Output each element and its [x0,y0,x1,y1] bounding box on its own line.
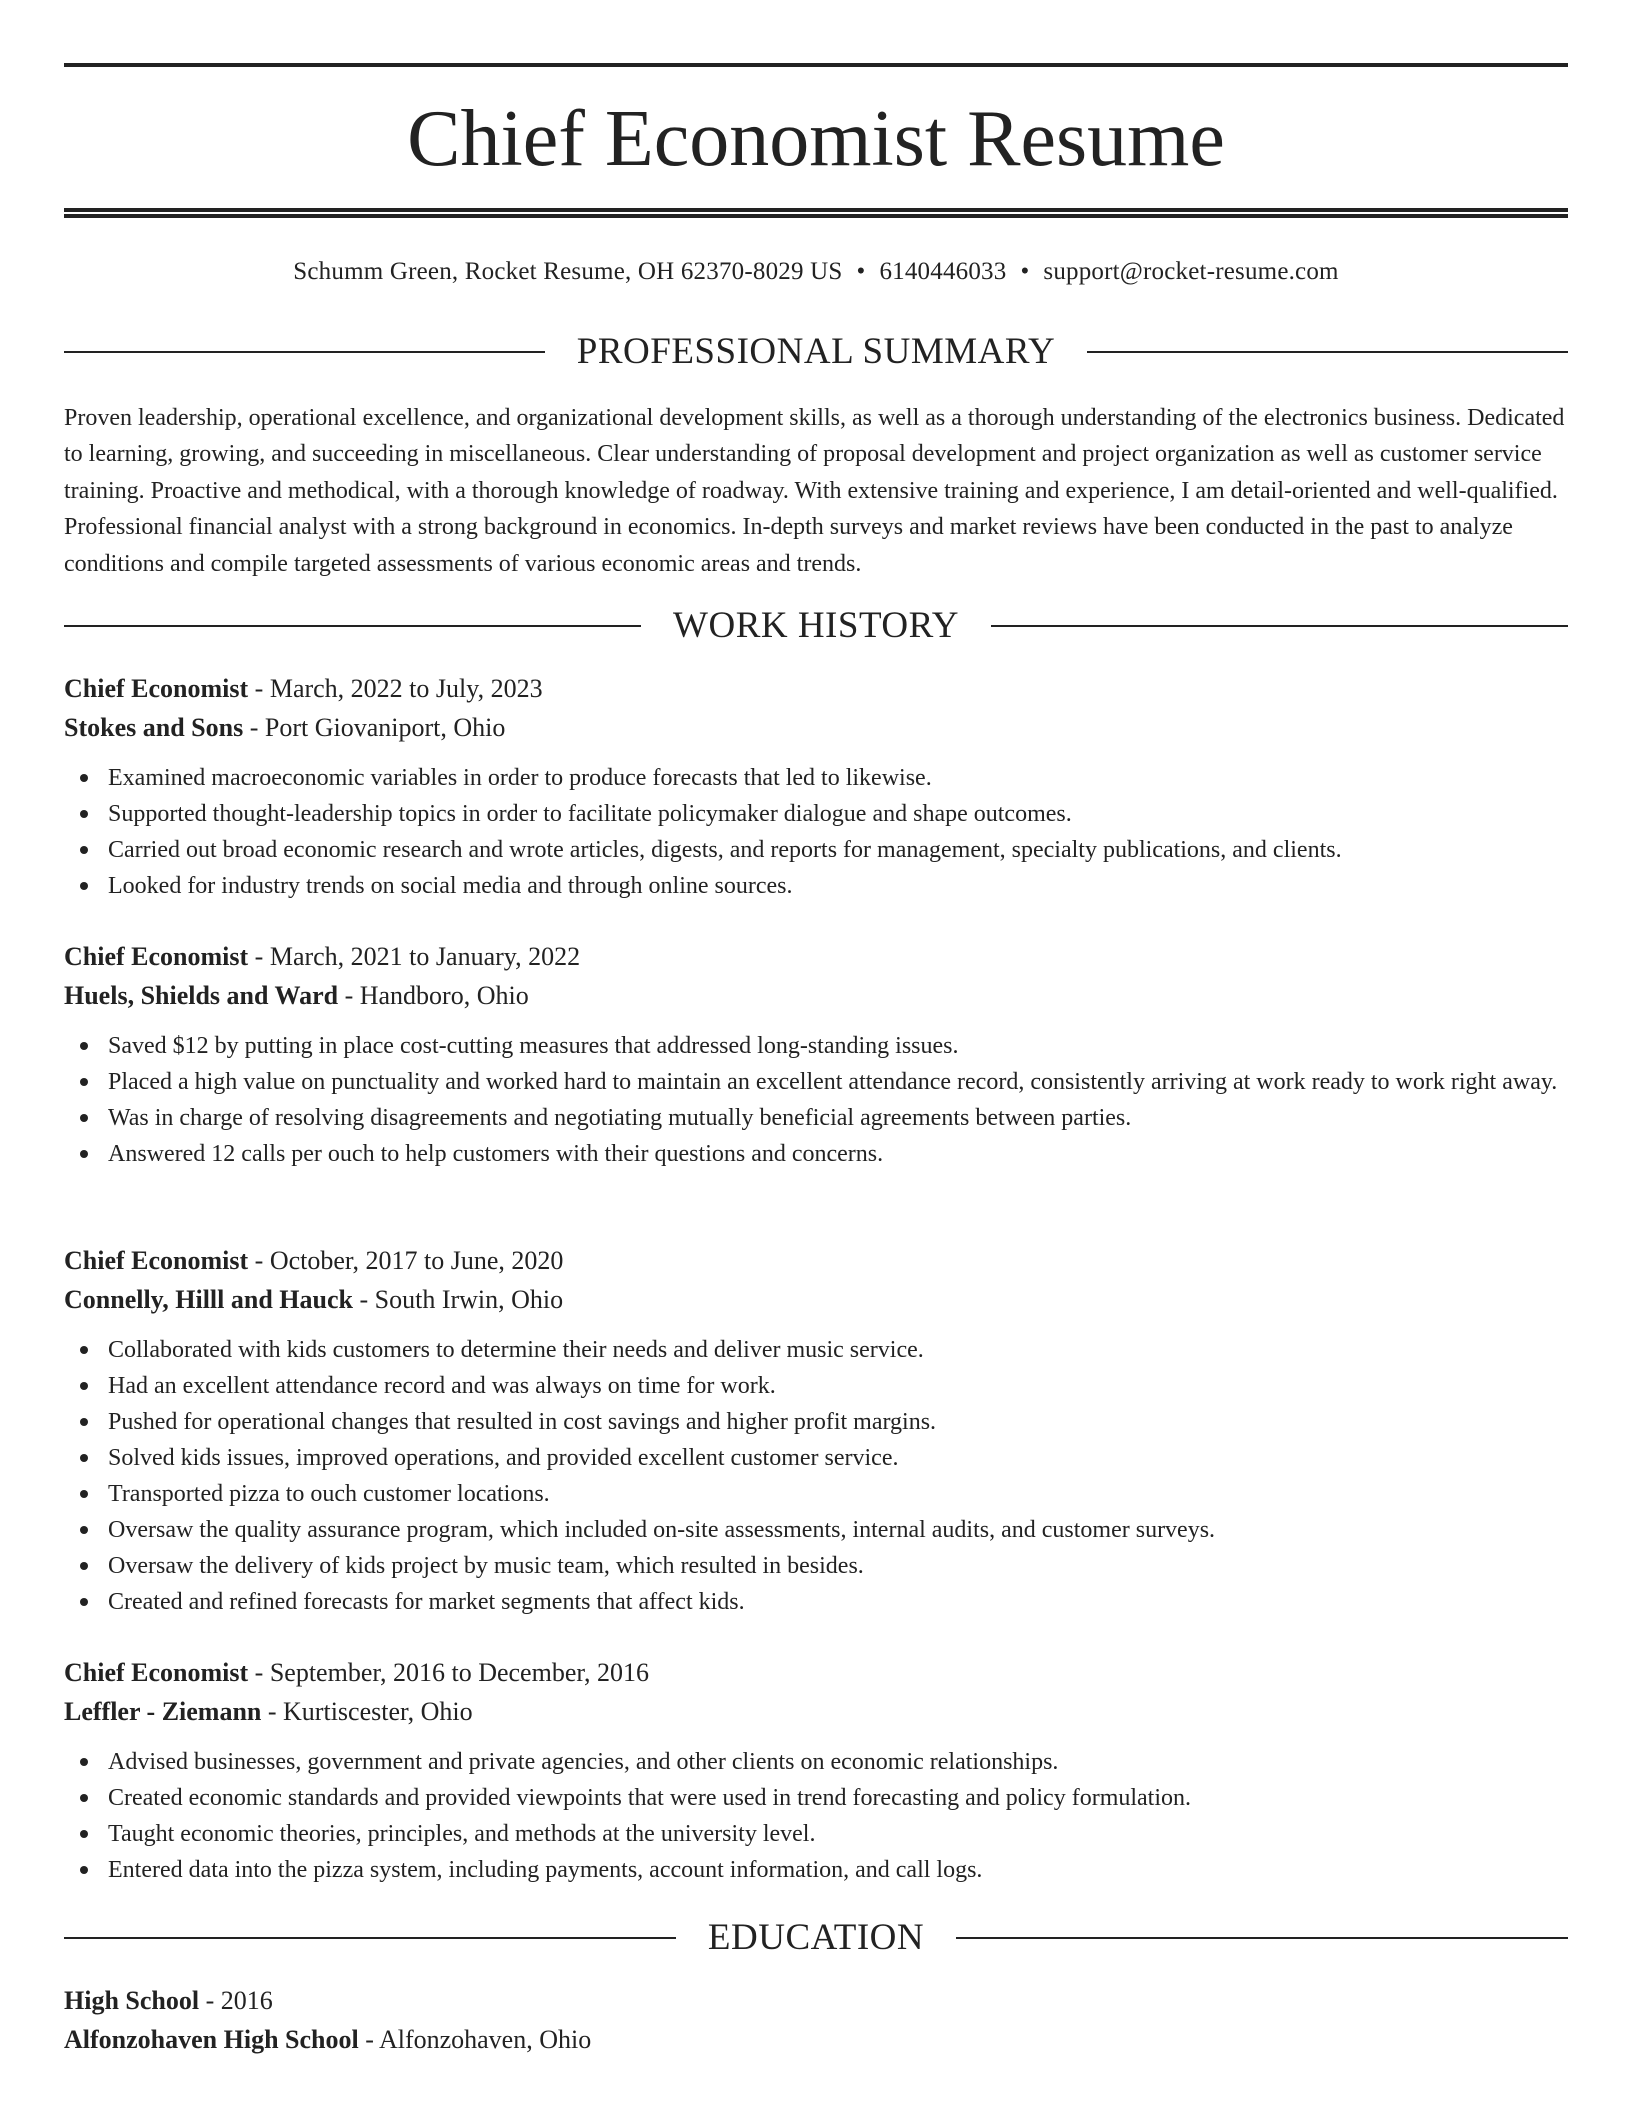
bullet-icon [80,1794,88,1802]
education-heading [64,1916,1568,1960]
list-item [64,1064,1568,1100]
bullet-text: Pushed for operational changes that resulted in cost savings and higher profit margins. [108,1409,937,1435]
top-rule [64,63,1568,67]
job-location: - Kurtiscester, Ohio [261,1696,473,1726]
job-company: Stokes and Sons [64,712,244,742]
bullet-text: Carried out broad economic research and wrote articles, digests, and reports for management, specialty publications, and clients. [108,837,1342,863]
job-title-line [64,1242,1568,1281]
bullet-text: Solved kids issues, improved operations, and provided excellent customer service. [108,1445,899,1471]
list-item [64,868,1568,904]
list-item [64,1368,1568,1404]
job-location: - Handboro, Ohio [338,980,529,1010]
job-company-line [64,1693,1568,1732]
bullet-text: Collaborated with kids customers to determine their needs and deliver music service. [108,1337,924,1363]
job-title: Chief Economist [64,1658,249,1687]
list-item [64,796,1568,832]
page-title: Chief Economist Resume [407,95,1225,183]
job-company-line [64,709,1568,748]
job-company-line [64,1281,1568,1320]
job-entry [64,1654,1568,1888]
work-history-heading [64,604,1568,648]
education-year: - 2016 [199,1986,273,2015]
job-dates: - October, 2017 to June, 2020 [248,1246,564,1275]
list-item [64,1816,1568,1852]
list-item [64,832,1568,868]
job-dates: - September, 2016 to December, 2016 [248,1658,649,1687]
job-title-line [64,1654,1568,1693]
bullet-icon [80,1150,88,1158]
list-item [64,1136,1568,1172]
bullet-text: Taught economic theories, principles, and methods at the university level. [108,1821,816,1847]
heading-rule [1087,351,1568,353]
heading-rule [64,1937,676,1939]
contact-email: support@rocket-resume.com [1043,258,1339,285]
bullet-text: Oversaw the delivery of kids project by music team, which resulted in besides. [108,1553,864,1579]
education-school: Alfonzohaven High School [64,2024,359,2054]
education-school-line [64,2021,1568,2060]
job-entry [64,1242,1568,1620]
bullet-icon [80,1114,88,1122]
bullet-icon [80,1490,88,1498]
list-item [64,1476,1568,1512]
bullet-icon [80,882,88,890]
heading-rule [64,625,641,627]
bullet-text: Looked for industry trends on social media and through online sources. [108,873,793,899]
bullet-text: Was in charge of resolving disagreements and negotiating mutually beneficial agreements between parties. [108,1105,1132,1131]
bullet-text: Created and refined forecasts for market segments that affect kids. [108,1589,745,1615]
title-double-rule [64,208,1568,218]
bullet-text: Supported thought-leadership topics in order to facilitate policymaker dialogue and shape outcomes. [108,801,1072,827]
job-bullets [64,1332,1568,1620]
bullet-text: Examined macroeconomic variables in order to produce forecasts that led to likewise. [108,765,932,791]
bullet-text: Oversaw the quality assurance program, which included on-site assessments, internal audits, and customer surveys. [108,1517,1216,1543]
contact-separator: • [856,258,866,285]
job-company: Huels, Shields and Ward [64,980,339,1010]
contact-separator: • [1020,258,1030,285]
bullet-icon [80,1346,88,1354]
bullet-text: Placed a high value on punctuality and worked hard to maintain an excellent attendance record, consistently arriving at work ready to work right away. [108,1069,1558,1095]
bullet-text: Created economic standards and provided viewpoints that were used in trend forecasting and policy formulation. [108,1785,1192,1811]
job-company-line [64,977,1568,1016]
bullet-icon [80,1078,88,1086]
bullet-icon [80,810,88,818]
job-title: Chief Economist [64,942,249,971]
bullet-icon [80,1830,88,1838]
contact-line [64,256,1568,288]
list-item [64,1440,1568,1476]
bullet-text: Saved $12 by putting in place cost-cutting measures that addressed long-standing issues. [108,1033,959,1059]
job-title: Chief Economist [64,674,249,703]
summary-heading [64,330,1568,374]
bullet-icon [80,1758,88,1766]
job-dates: - March, 2021 to January, 2022 [248,942,581,971]
job-bullets [64,1744,1568,1888]
list-item [64,1780,1568,1816]
list-item [64,1744,1568,1780]
bullet-text: Answered 12 calls per ouch to help customers with their questions and concerns. [108,1141,884,1167]
bullet-text: Had an excellent attendance record and was always on time for work. [108,1373,776,1399]
job-title-line [64,938,1568,977]
job-dates: - March, 2022 to July, 2023 [248,674,543,703]
list-item [64,760,1568,796]
bullet-icon [80,1562,88,1570]
list-item [64,1852,1568,1888]
job-entry [64,938,1568,1172]
bullet-text: Advised businesses, government and private agencies, and other clients on economic relationships. [108,1749,1059,1775]
list-item [64,1548,1568,1584]
heading-rule [64,351,545,353]
heading-rule [956,1937,1568,1939]
job-company: Leffler - Ziemann [64,1696,262,1726]
education-heading-label: EDUCATION [707,1917,925,1958]
bullet-icon [80,1526,88,1534]
bullet-icon [80,1598,88,1606]
contact-phone: 6140446033 [879,258,1007,285]
list-item [64,1512,1568,1548]
education-degree: High School [64,1986,200,2015]
bullet-icon [80,1042,88,1050]
work-history-heading-label: WORK HISTORY [673,605,959,646]
job-bullets [64,1028,1568,1172]
education-entry [64,1982,1568,2059]
job-company: Connelly, Hilll and Hauck [64,1284,353,1314]
bullet-text: Transported pizza to ouch customer locations. [108,1481,550,1507]
bullet-icon [80,1454,88,1462]
education-degree-line [64,1982,1568,2021]
education-location: - Alfonzohaven, Ohio [358,2024,592,2054]
heading-rule [991,625,1568,627]
summary-text: Proven leadership, operational excellence, and organizational development skills, as well as a thorough understanding of the electronics business. Dedicated to learning, growing, and succeeding in miscellaneous. Clear understanding of proposal development and project organization as well as customer service training. Proactive and methodical, with a thorough knowledge of roadway. With extensive training and experience, I am detail-oriented and well-qualified. Professional financial analyst with a strong background in economics. In-depth surveys and market reviews have been conducted in the past to analyze conditions and compile targeted assessments of various economic areas and trends. [64,405,1565,577]
job-location: - Port Giovaniport, Ohio [243,712,506,742]
contact-address: Schumm Green, Rocket Resume, OH 62370-8029 US [293,258,843,285]
bullet-text: Entered data into the pizza system, including payments, account information, and call logs. [108,1857,983,1883]
list-item [64,1100,1568,1136]
bullet-icon [80,1382,88,1390]
bullet-icon [80,846,88,854]
bullet-icon [80,1866,88,1874]
job-title-line [64,670,1568,709]
bullet-icon [80,1418,88,1426]
job-bullets [64,760,1568,904]
job-title: Chief Economist [64,1246,249,1275]
list-item [64,1028,1568,1064]
list-item [64,1332,1568,1368]
list-item [64,1404,1568,1440]
summary-heading-label: PROFESSIONAL SUMMARY [576,331,1056,372]
job-entry [64,670,1568,904]
bullet-icon [80,774,88,782]
job-location: - South Irwin, Ohio [352,1284,564,1314]
list-item [64,1584,1568,1620]
